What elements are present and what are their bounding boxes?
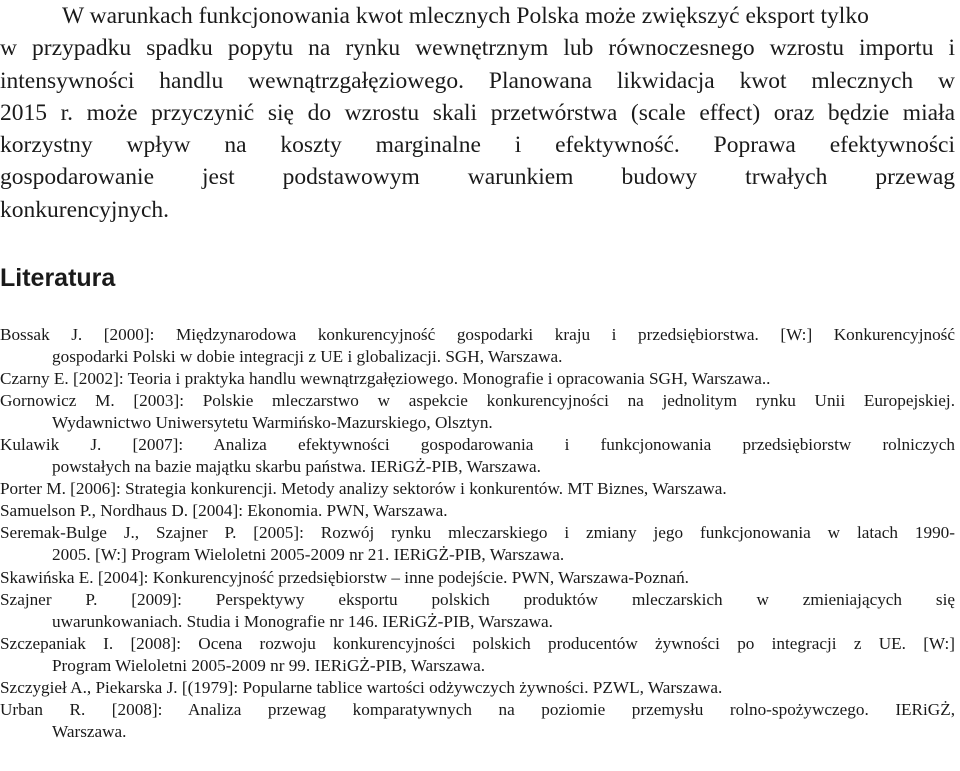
reference-entry (0, 699, 955, 743)
reference-entry (0, 589, 955, 633)
reference-line: Samuelson P., Nordhaus D. [2004]: Ekonomia. PWN, Warszawa. (0, 501, 448, 521)
reference-line: Program Wieloletni 2005-2009 nr 99. IERiGŻ-PIB, Warszawa. (52, 655, 486, 675)
reference-entry (0, 500, 955, 522)
reference-line: Czarny E. [2002]: Teoria i praktyka handlu wewnątrzgałęziowego. Monografie i opracowania SGH, Warszawa.. (0, 369, 771, 389)
section-heading: Literatura (0, 264, 116, 292)
reference-line: gospodarki Polski w dobie integracji z UE i globalizacji. SGH, Warszawa. (52, 347, 563, 367)
reference-line: Porter M. [2006]: Strategia konkurencji. Metody analizy sektorów i konkurentów. MT Biznes, Warszawa. (0, 479, 727, 499)
reference-entry (0, 390, 955, 434)
paragraph-line: gospodarowanie jest podstawowym warunkiem budowy trwałych przewag (0, 164, 955, 191)
reference-entry (0, 633, 955, 677)
reference-line: 2005. [W:] Program Wieloletni 2005-2009 nr 21. IERiGŻ-PIB, Warszawa. (52, 545, 565, 565)
reference-line: Gornowicz M. [2003]: Polskie mleczarstwo w aspekcie konkurencyjności na jednolitym rynku Unii Europejskiej. (0, 391, 955, 411)
reference-line: Szajner P. [2009]: Perspektywy eksportu polskich produktów mleczarskich w zmieniających się (0, 589, 955, 609)
reference-line: Seremak-Bulge J., Szajner P. [2005]: Rozwój rynku mleczarskiego i zmiany jego funkcjonowania w latach 1990- (0, 523, 955, 543)
reference-line: Urban R. [2008]: Analiza przewag komparatywnych na poziomie przemysłu rolno-spożywczego. IERiGŻ, (0, 699, 955, 719)
reference-line: powstałych na bazie majątku skarbu państwa. IERiGŻ-PIB, Warszawa. (52, 457, 541, 477)
reference-list (0, 324, 955, 743)
paragraph-line: korzystny wpływ na koszty marginalne i efektywność. Poprawa efektywności (0, 132, 955, 159)
reference-entry (0, 522, 955, 566)
reference-entry (0, 478, 955, 500)
paragraph-line: konkurencyjnych. (0, 196, 170, 223)
reference-line: Szczygieł A., Piekarska J. [(1979]: Popularne tablice wartości odżywczych żywności. PZWL, Warszawa. (0, 677, 723, 697)
reference-entry (0, 567, 955, 589)
paragraph-line: 2015 r. może przyczynić się do wzrostu skali przetwórstwa (scale effect) oraz będzie miała (0, 99, 955, 126)
reference-line: Szczepaniak I. [2008]: Ocena rozwoju konkurencyjności polskich producentów żywności po integracji z UE. [W:] (0, 633, 955, 653)
reference-line: Wydawnictwo Uniwersytetu Warmińsko-Mazurskiego, Olsztyn. (52, 413, 493, 433)
reference-entry (0, 324, 955, 368)
reference-entry (0, 368, 955, 390)
paragraph-line: intensywności handlu wewnątrzgałęziowego. Planowana likwidacja kwot mlecznych w (0, 67, 955, 94)
reference-line: Skawińska E. [2004]: Konkurencyjność przedsiębiorstw – inne podejście. PWN, Warszawa-Poznań. (0, 567, 689, 587)
reference-line: Warszawa. (52, 721, 127, 741)
reference-line: Bossak J. [2000]: Międzynarodowa konkurencyjność gospodarki kraju i przedsiębiorstwa. [W:] Konkurencyjność (0, 325, 955, 344)
paragraph-line: W warunkach funkcjonowania kwot mlecznych Polska może zwiększyć eksport tylko (62, 3, 869, 29)
reference-line: Kulawik J. [2007]: Analiza efektywności gospodarowania i funkcjonowania przedsiębiorstw rolniczych (0, 435, 955, 455)
reference-line: uwarunkowaniach. Studia i Monografie nr 146. IERiGŻ-PIB, Warszawa. (52, 611, 553, 631)
body-paragraph (0, 0, 955, 226)
reference-entry (0, 434, 955, 478)
paragraph-line: w przypadku spadku popytu na rynku wewnętrznym lub równoczesnego wzrostu importu i (0, 35, 955, 62)
reference-entry (0, 677, 955, 699)
